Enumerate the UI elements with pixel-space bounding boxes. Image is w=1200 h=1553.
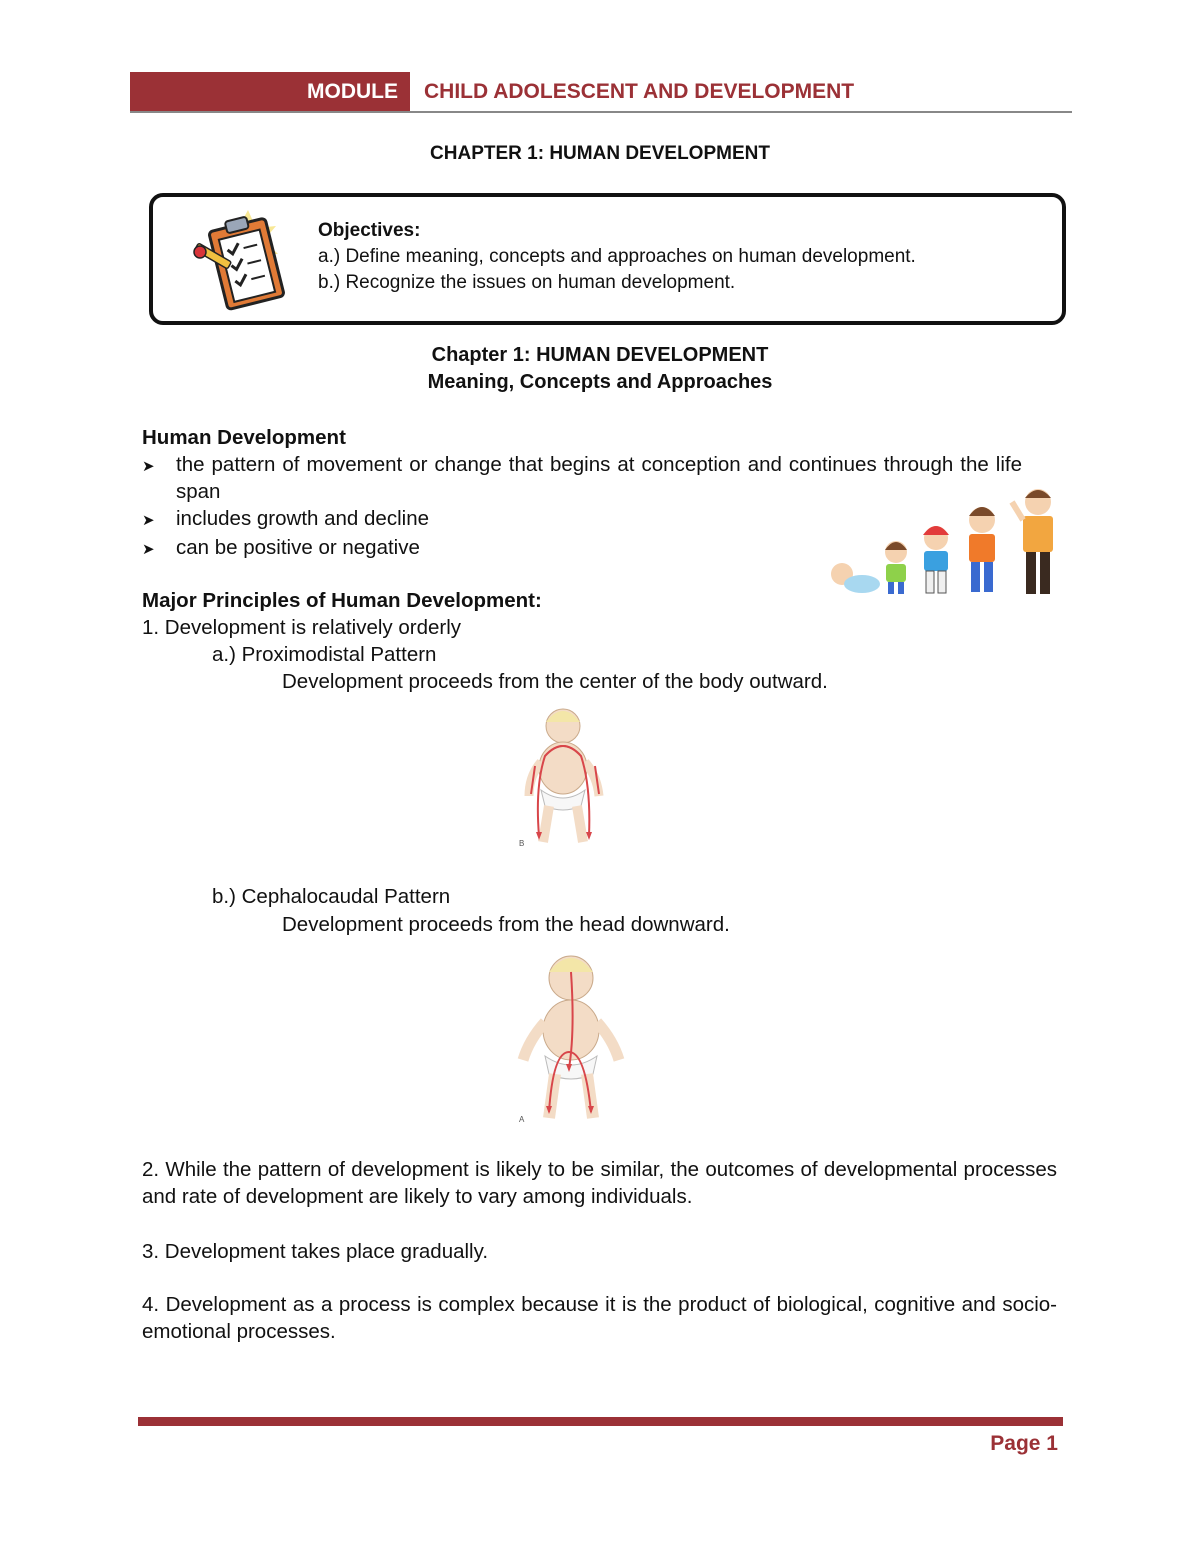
section-heading bbox=[0, 342, 1200, 396]
bullet-text: includes growth and decline bbox=[176, 507, 429, 530]
footer-divider bbox=[138, 1417, 1063, 1426]
arrow-bullet-icon: ➤ bbox=[142, 458, 155, 475]
proximodistal-baby-figure bbox=[515, 706, 620, 848]
objective-item: b.) Recognize the issues on human development. bbox=[318, 272, 736, 293]
bullet-text: can be positive or negative bbox=[176, 536, 420, 559]
module-title: CHILD ADOLESCENT AND DEVELOPMENT bbox=[424, 80, 855, 103]
growth-stages-illustration bbox=[826, 488, 1071, 598]
figure-mark-a: A bbox=[519, 1115, 525, 1124]
cephalocaudal-baby-figure bbox=[515, 952, 627, 1124]
arrow-bullet-icon: ➤ bbox=[142, 512, 155, 529]
principles-section bbox=[142, 587, 1062, 695]
principle-1b-label: b.) Cephalocaudal Pattern bbox=[212, 885, 451, 908]
objectives-text bbox=[318, 218, 916, 296]
arrow-bullet-icon: ➤ bbox=[142, 541, 155, 558]
principle-1a-label: a.) Proximodistal Pattern bbox=[212, 643, 437, 666]
clipboard-checklist-icon bbox=[186, 206, 301, 316]
header-divider bbox=[130, 111, 1072, 113]
principle-2: 2. While the pattern of development is likely to be similar, the outcomes of developmental processes and rate of development are likely to vary among individuals. bbox=[142, 1158, 1057, 1208]
section-subtitle: Meaning, Concepts and Approaches bbox=[427, 371, 773, 393]
module-label: MODULE bbox=[130, 72, 410, 112]
principle-1b-desc: Development proceeds from the head downward. bbox=[282, 913, 730, 936]
section-chapter-prefix: Chapter 1: bbox=[431, 344, 537, 366]
human-development-heading: Human Development bbox=[142, 426, 346, 449]
bullet-text: the pattern of movement or change that begins at conception and continues through the life span bbox=[176, 453, 1022, 503]
principle-3: 3. Development takes place gradually. bbox=[142, 1240, 489, 1263]
principle-4: 4. Development as a process is complex because it is the product of biological, cognitive and socio- emotional processes. bbox=[142, 1293, 1057, 1343]
principle-1: 1. Development is relatively orderly bbox=[142, 616, 462, 639]
objective-item: a.) Define meaning, concepts and approaches on human development. bbox=[318, 246, 916, 267]
chapter-title: CHAPTER 1: HUMAN DEVELOPMENT bbox=[430, 143, 770, 164]
page-number: Page 1 bbox=[990, 1432, 1058, 1455]
objectives-heading: Objectives: bbox=[318, 220, 421, 241]
section-chapter-title: HUMAN DEVELOPMENT bbox=[536, 344, 769, 366]
figure-mark-b: B bbox=[519, 839, 525, 848]
principle-1a-desc: Development proceeds from the center of the body outward. bbox=[282, 670, 828, 693]
principles-heading: Major Principles of Human Development: bbox=[142, 589, 542, 612]
